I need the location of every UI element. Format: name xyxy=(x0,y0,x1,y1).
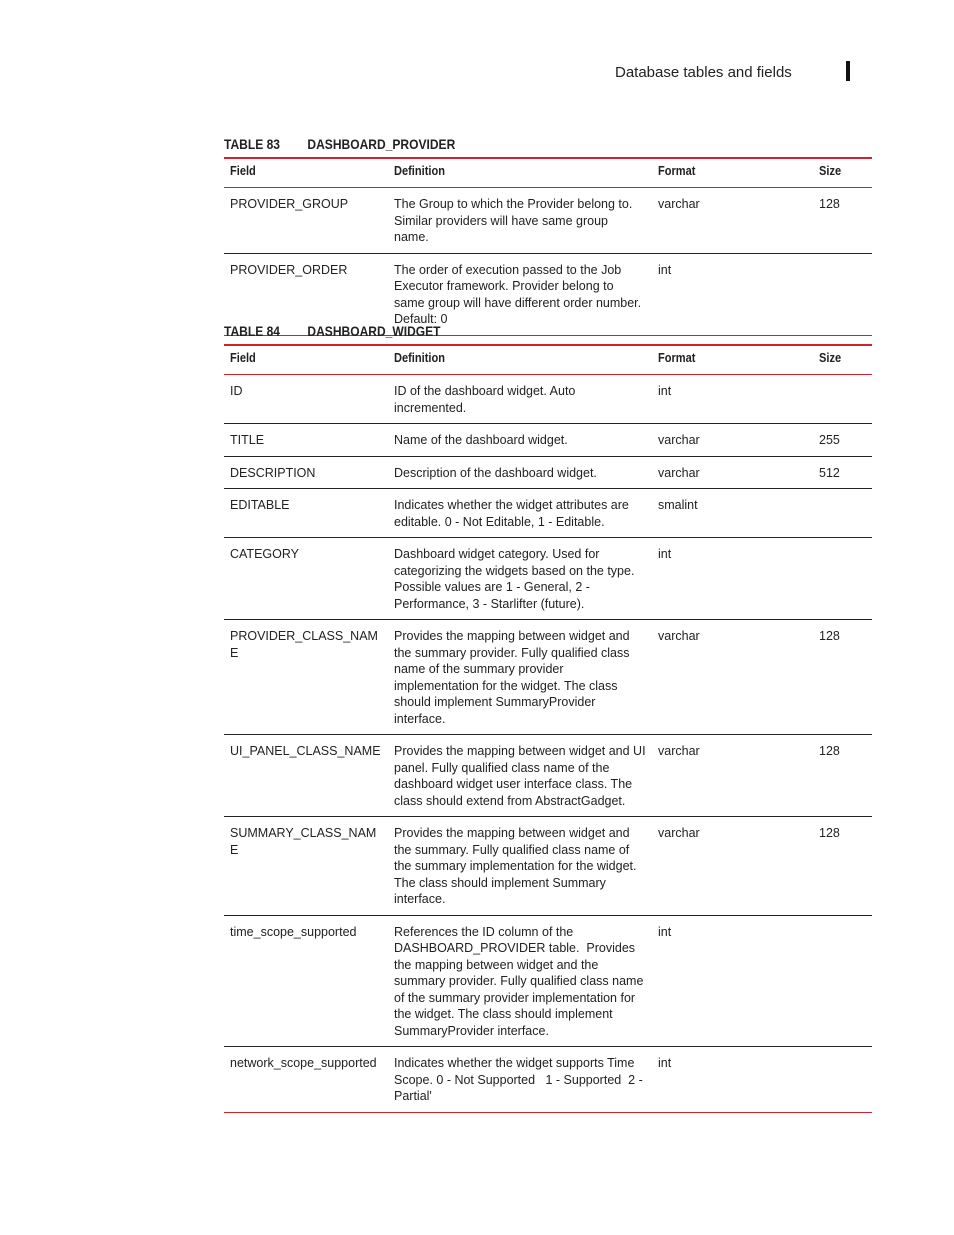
cell-definition: Provides the mapping between widget and the summary. Fully qualified class name of the summary implementation for the widget. The class should implement Summary interface. xyxy=(394,826,640,906)
cell-size xyxy=(813,538,872,620)
cell-definition: Provides the mapping between widget and UI panel. Fully qualified class name of the dashboard widget user interface class. The class should extend from AbstractGadget. xyxy=(394,744,650,808)
table-name: DASHBOARD_PROVIDER xyxy=(307,136,456,152)
running-header: Database tables and fields xyxy=(615,64,792,81)
table-row xyxy=(224,817,872,916)
column-header-definition: Definition xyxy=(394,350,445,365)
table-name: DASHBOARD_WIDGET xyxy=(307,323,441,339)
cell-format: varchar xyxy=(658,629,700,643)
table-header-row xyxy=(224,345,872,375)
cell-size: 128 xyxy=(819,744,840,758)
cell-size: 255 xyxy=(819,433,840,447)
cell-definition: Name of the dashboard widget. xyxy=(394,433,568,447)
cell-field: network_scope_supported xyxy=(230,1056,377,1070)
table-row xyxy=(224,915,872,1047)
cell-format: int xyxy=(658,547,672,561)
table-row xyxy=(224,620,872,735)
cell-size: 128 xyxy=(819,826,840,840)
cell-definition: Provides the mapping between widget and the summary provider. Fully qualified class name of the summary provider implementation for the widget. The class should implement SummaryProvider interface. xyxy=(394,629,634,726)
table-row xyxy=(224,489,872,538)
column-header-field: Field xyxy=(230,163,256,178)
table-row xyxy=(224,424,872,457)
cell-field: DESCRIPTION xyxy=(230,465,316,480)
cell-field: time_scope_supported xyxy=(230,924,357,939)
cell-definition: The Group to which the Provider belong to. Similar providers will have same group name. xyxy=(394,197,636,244)
cell-field: ID xyxy=(230,384,243,398)
cell-format: varchar xyxy=(658,744,700,758)
column-header-format: Format xyxy=(658,350,696,365)
table-caption xyxy=(224,322,781,344)
table-row xyxy=(224,188,872,254)
cell-format: int xyxy=(658,262,672,277)
cell-format: varchar xyxy=(658,826,700,840)
table-number: TABLE 83 xyxy=(224,136,280,152)
table-body xyxy=(224,375,872,1113)
table-row xyxy=(224,735,872,817)
table-dashboard-provider xyxy=(224,135,872,336)
cell-definition: ID of the dashboard widget. Auto incremented. xyxy=(394,384,579,415)
column-header-field: Field xyxy=(230,350,256,365)
column-header-format: Format xyxy=(658,163,696,178)
table-number: TABLE 84 xyxy=(224,323,280,339)
data-table xyxy=(224,344,872,1113)
cell-format: smalint xyxy=(658,498,698,512)
cell-field: PROVIDER_ORDER xyxy=(230,262,348,277)
table-row xyxy=(224,1047,872,1113)
cell-definition: The order of execution passed to the Job Executor framework. Provider belong to same group will have different order number. Default: 0 xyxy=(394,262,645,326)
cell-size xyxy=(813,1047,872,1113)
table-row xyxy=(224,375,872,424)
cell-size xyxy=(813,489,872,538)
table-caption xyxy=(224,135,781,157)
cell-format: varchar xyxy=(658,433,700,447)
data-table xyxy=(224,157,872,336)
page-margin-bar xyxy=(846,61,850,81)
cell-field: TITLE xyxy=(230,433,265,447)
cell-format: int xyxy=(658,924,672,939)
cell-size: 128 xyxy=(819,197,840,211)
cell-size: 512 xyxy=(819,465,840,480)
cell-size: 128 xyxy=(819,629,840,643)
cell-format: int xyxy=(658,1056,672,1070)
cell-definition: Dashboard widget category. Used for categorizing the widgets based on the type. Possible values are 1 - General, 2 - Performance, 3 - Starlifter (future). xyxy=(394,547,638,611)
cell-size xyxy=(813,915,872,1047)
cell-format: varchar xyxy=(658,465,700,480)
cell-field: UI_PANEL_CLASS_NAME xyxy=(230,744,381,758)
cell-definition: References the ID column of the DASHBOARD_PROVIDER table. Provides the mapping between widget and the summary provider. Fully qualified class name of the summary provider implementation for the widget. The class should implement SummaryProvider interface. xyxy=(394,924,647,1038)
column-header-size: Size xyxy=(819,163,842,178)
cell-definition: Indicates whether the widget supports Time Scope. 0 - Not Supported 1 - Supported 2 - Partial' xyxy=(394,1056,647,1103)
cell-field: CATEGORY xyxy=(230,547,299,561)
cell-field: SUMMARY_CLASS_NAME xyxy=(230,826,377,857)
column-header-size: Size xyxy=(819,350,842,365)
cell-field: PROVIDER_GROUP xyxy=(230,197,349,211)
table-body xyxy=(224,188,872,336)
cell-field: EDITABLE xyxy=(230,498,290,512)
cell-definition: Indicates whether the widget attributes are editable. 0 - Not Editable, 1 - Editable. xyxy=(394,498,633,529)
cell-field: PROVIDER_CLASS_NAME xyxy=(230,629,378,660)
table-row xyxy=(224,456,872,489)
cell-format: varchar xyxy=(658,197,700,211)
column-header-definition: Definition xyxy=(394,163,445,178)
table-dashboard-widget xyxy=(224,322,872,1113)
cell-size xyxy=(813,375,872,424)
table-header-row xyxy=(224,158,872,188)
table-row xyxy=(224,538,872,620)
cell-format: int xyxy=(658,384,672,398)
cell-definition: Description of the dashboard widget. xyxy=(394,465,597,480)
